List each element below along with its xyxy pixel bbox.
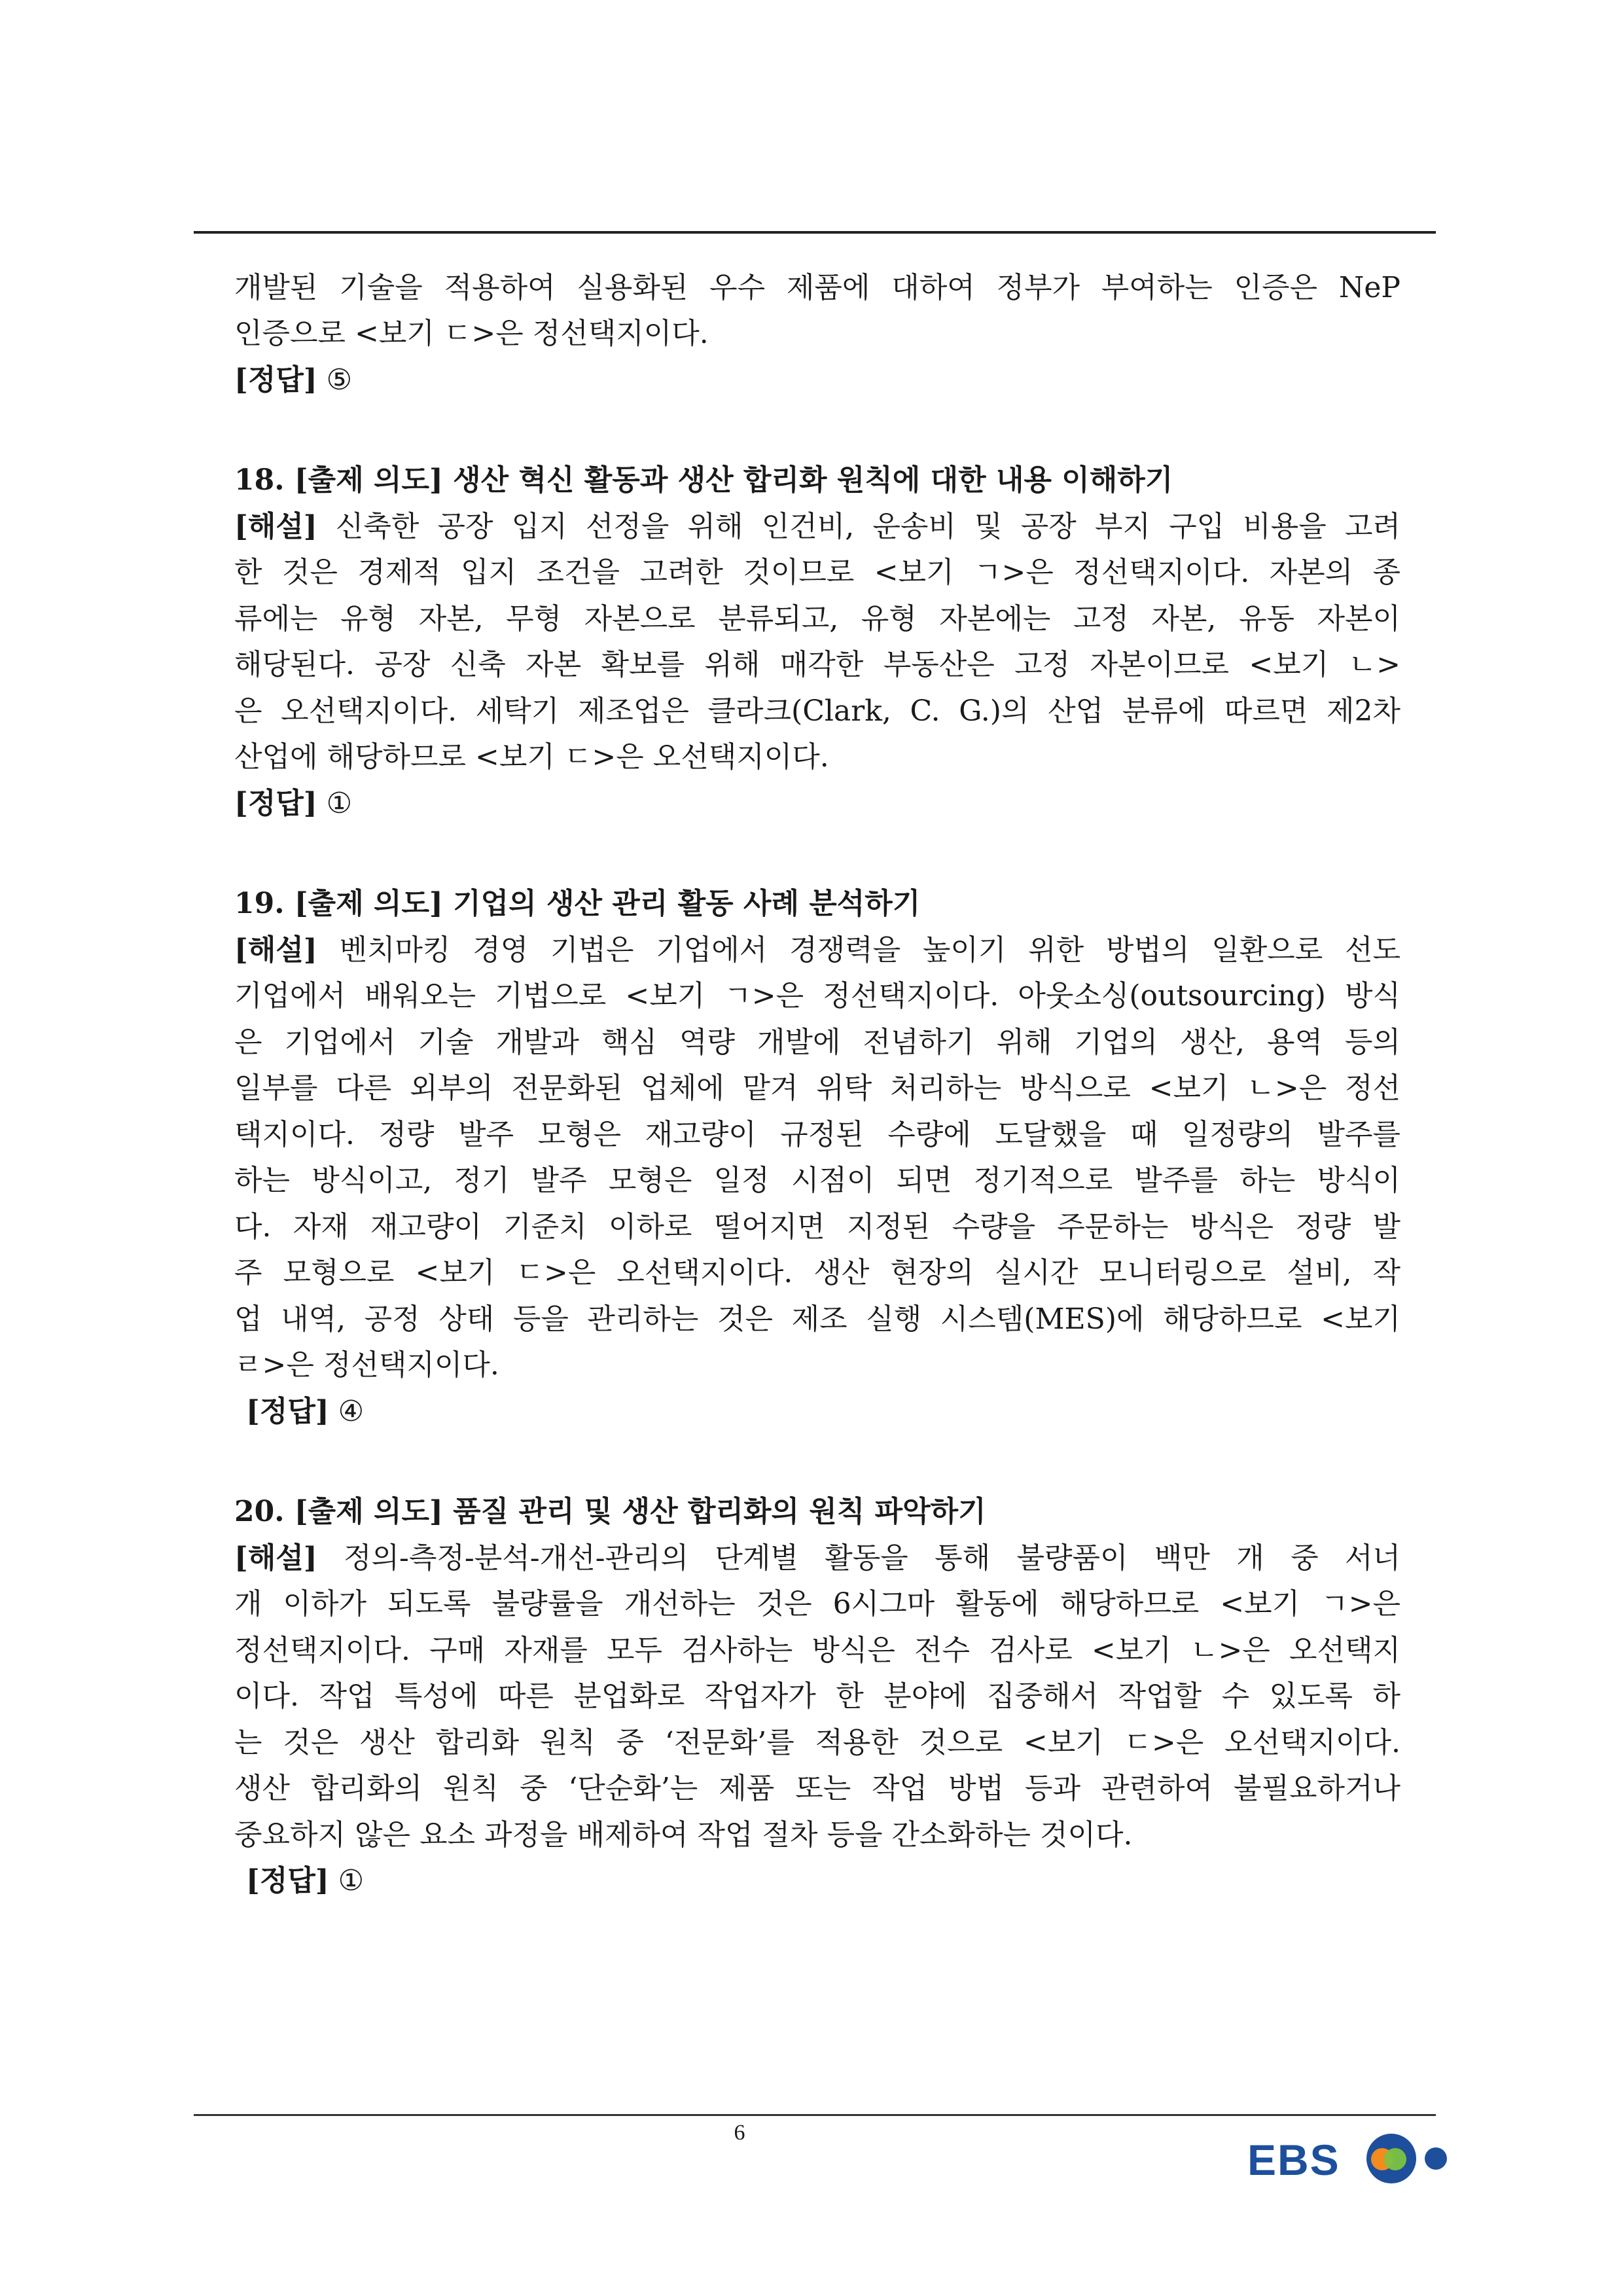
answer-label: [정답]: [246, 1395, 329, 1428]
header-rule: [194, 231, 1436, 234]
answer-line: [234, 781, 1400, 827]
body-line: [해설] 벤치마킹 경영 기법은 기업에서 경쟁력을 높이기 위한 방법의 일환으로 선도: [234, 933, 1400, 967]
question-heading: 19. [출제 의도] 기업의 생산 관리 활동 사례 분석하기: [234, 887, 921, 920]
body-line: [해설] 정의-측정-분석-개선-관리의 단계별 활동을 통해 불량품이 백만 개 중 서너: [234, 1541, 1400, 1575]
body-line: 한 것은 경제적 입지 조건을 고려한 것이므로 <보기 ㄱ>은 정선택지이다. 자본의 종: [234, 556, 1400, 589]
body-line: 는 것은 생산 합리화 원칙 중 ‘전문화’를 적용한 것으로 <보기 ㄷ>은 오선택지이다.: [234, 1726, 1400, 1759]
ebs-logo-mark-icon: [1247, 2126, 1457, 2191]
answer-value: ⑤: [326, 363, 353, 397]
answer-line: [246, 1858, 1412, 1904]
page-number: 6: [734, 2121, 745, 2145]
body-line: ㄹ>은 정선택지이다.: [234, 1348, 499, 1382]
body-line: 생산 합리화의 원칙 중 ‘단순화’는 제품 또는 작업 방법 등과 관련하여 불필요하거나: [234, 1772, 1400, 1805]
answer-value: ④: [338, 1395, 365, 1428]
answer-line: [234, 357, 1400, 403]
body-line: 은 기업에서 기술 개발과 핵심 역량 개발에 전념하기 위해 기업의 생산, 용역 등의: [234, 1026, 1400, 1059]
body-line: 일부를 다른 외부의 전문화된 업체에 맡겨 위탁 처리하는 방식으로 <보기 ㄴ>은 정선: [234, 1071, 1400, 1105]
body-line: 개 이하가 되도록 불량률을 개선하는 것은 6시그마 활동에 해당하므로 <보기 ㄱ>은: [234, 1587, 1400, 1621]
body-line: 류에는 유형 자본, 무형 자본으로 분류되고, 유형 자본에는 고정 자본, 유동 자본이: [234, 602, 1400, 636]
body-line: 해당된다. 공장 신축 자본 확보를 위해 매각한 부동산은 고정 자본이므로 <보기 ㄴ>: [234, 648, 1400, 681]
body-line: 정선택지이다. 구매 자재를 모두 검사하는 방식은 전수 검사로 <보기 ㄴ>은 오선택지: [234, 1634, 1400, 1667]
explanation-label: [해설]: [234, 933, 317, 967]
answer-label: [정답]: [246, 1864, 329, 1897]
body-line: 이다. 작업 특성에 따른 분업화로 작업자가 한 분야에 집중해서 작업할 수 있도록 하: [234, 1679, 1400, 1713]
body-line: 산업에 해당하므로 <보기 ㄷ>은 오선택지이다.: [234, 740, 829, 774]
body-line: 은 오선택지이다. 세탁기 제조업은 클라크(Clark, C. G.)의 산업 분류에 따르면 제2차: [234, 694, 1400, 728]
explanation-label: [해설]: [234, 1541, 317, 1575]
answer-value: ①: [338, 1864, 365, 1897]
explanation-label: [해설]: [234, 510, 317, 543]
body-line: 다. 자재 재고량이 기준치 이하로 떨어지면 지정된 수량을 주문하는 방식은 정량 발: [234, 1210, 1400, 1244]
ebs-logo-text: EBS: [1247, 2136, 1340, 2184]
question-heading: 20. [출제 의도] 품질 관리 및 생산 합리화의 원칙 파악하기: [234, 1495, 986, 1528]
body-line: 인증으로 <보기 ㄷ>은 정선택지이다.: [234, 317, 709, 350]
answer-value: ①: [326, 787, 353, 820]
body-line: 중요하지 않은 요소 과정을 배제하여 작업 절차 등을 간소화하는 것이다.: [234, 1818, 1133, 1852]
answer-label: [정답]: [234, 363, 317, 397]
body-line: 업 내역, 공정 상태 등을 관리하는 것은 제조 실행 시스템(MES)에 해당하므로 <보기: [234, 1302, 1400, 1336]
answer-label: [정답]: [234, 787, 317, 820]
footer-rule: [194, 2114, 1436, 2116]
ebs-logo: [1247, 2126, 1457, 2191]
body-line: 하는 방식이고, 정기 발주 모형은 일정 시점이 되면 정기적으로 발주를 하는 방식이: [234, 1164, 1400, 1197]
body-line: 주 모형으로 <보기 ㄷ>은 오선택지이다. 생산 현장의 실시간 모니터링으로 설비, 작: [234, 1256, 1400, 1289]
body-line: 택지이다. 정량 발주 모형은 재고량이 규정된 수량에 도달했을 때 일정량의 발주를: [234, 1118, 1400, 1151]
answer-line: [246, 1389, 1412, 1435]
body-line: 기업에서 배워오는 기법으로 <보기 ㄱ>은 정선택지이다. 아웃소싱(outsourcing) 방식: [234, 979, 1400, 1013]
body-line: [해설] 신축한 공장 입지 선정을 위해 인건비, 운송비 및 공장 부지 구입 비용을 고려: [234, 510, 1400, 543]
body-line: 개발된 기술을 적용하여 실용화된 우수 제품에 대하여 정부가 부여하는 인증은 NeP: [234, 271, 1400, 304]
question-heading: 18. [출제 의도] 생산 혁신 활동과 생산 합리화 원칙에 대한 내용 이해하기: [234, 463, 1173, 497]
